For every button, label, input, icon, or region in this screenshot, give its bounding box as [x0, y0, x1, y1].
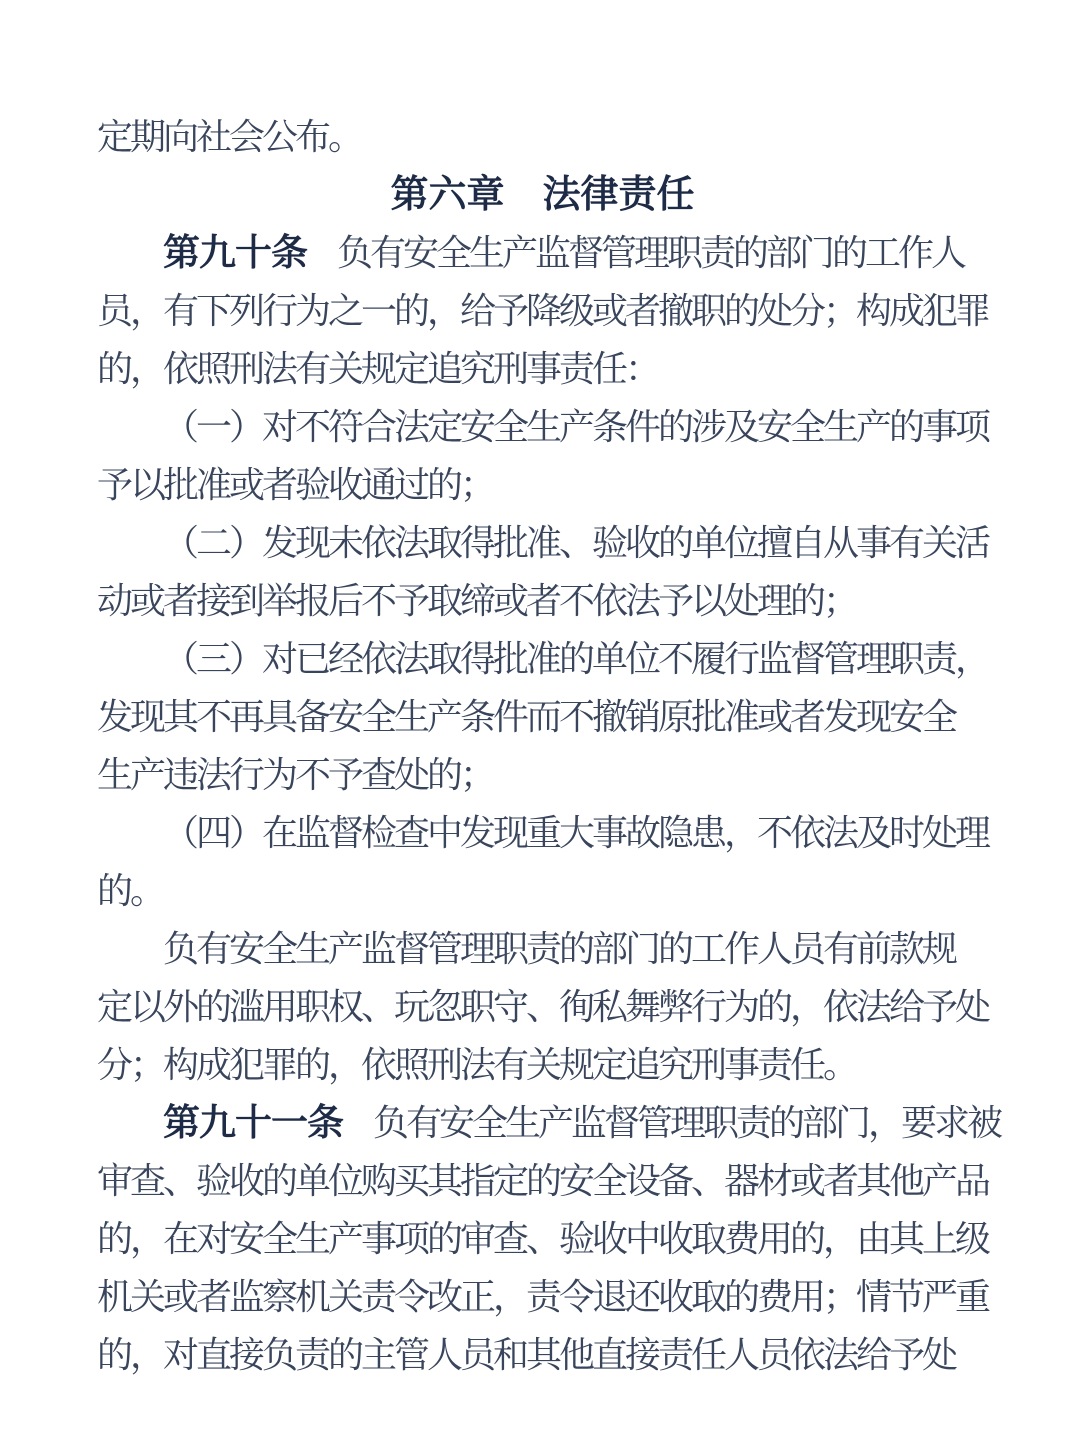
text-line: 分；构成犯罪的，依照刑法有关规定追究刑事责任。	[97, 1045, 857, 1085]
text-line: 的，依照刑法有关规定追究刑事责任：	[97, 349, 659, 389]
paragraph-start-line: （三）对已经依法取得批准的单位不履行监督管理职责，	[163, 639, 989, 679]
article-90-text: 负有安全生产监督管理职责的部门的工作人	[337, 233, 965, 273]
paragraph-start-line	[97, 224, 988, 282]
article-91-number: 第九十一条	[163, 1102, 343, 1143]
text-line: 的。	[97, 871, 164, 911]
article-90-number: 第九十条	[163, 232, 307, 273]
paragraph-start-line: （四）在监督检查中发现重大事故隐患，不依法及时处理	[163, 813, 989, 853]
text-line: 审查、验收的单位购买其指定的安全设备、器材或者其他产品	[97, 1161, 989, 1201]
text-line: 的，对直接负责的主管人员和其他直接责任人员依法给予处	[97, 1335, 956, 1375]
text-line: 定以外的滥用职权、玩忽职守、徇私舞弊行为的，依法给予处	[97, 987, 989, 1027]
text-line: 的，在对安全生产事项的审查、验收中收取费用的，由其上级	[97, 1219, 989, 1259]
text-line: 机关或者监察机关责令改正，责令退还收取的费用；情节严重	[97, 1277, 989, 1317]
article-91-text: 负有安全生产监督管理职责的部门，要求被	[373, 1103, 1001, 1143]
text-line: 发现其不再具备安全生产条件而不撤销原批准或者发现安全	[97, 697, 956, 737]
chapter-heading	[97, 166, 988, 224]
text-line: 定期向社会公布。	[97, 117, 362, 157]
text-line: 员，有下列行为之一的，给予降级或者撤职的处分；构成犯罪	[97, 291, 989, 331]
chapter-number: 第六章	[390, 174, 505, 216]
text-line: 动或者接到举报后不予取缔或者不依法予以处理的；	[97, 581, 857, 621]
text-line: 予以批准或者验收通过的；	[97, 465, 494, 505]
paragraph-start-line: 负有安全生产监督管理职责的部门的工作人员有前款规	[163, 929, 956, 969]
text-line: 生产违法行为不予查处的；	[97, 755, 494, 795]
paragraph-start-line	[97, 1094, 1001, 1152]
paragraph-start-line: （二）发现未依法取得批准、验收的单位擅自从事有关活	[163, 523, 989, 563]
paragraph-start-line: （一）对不符合法定安全生产条件的涉及安全生产的事项	[163, 407, 989, 447]
chapter-title: 法律责任	[542, 174, 695, 216]
